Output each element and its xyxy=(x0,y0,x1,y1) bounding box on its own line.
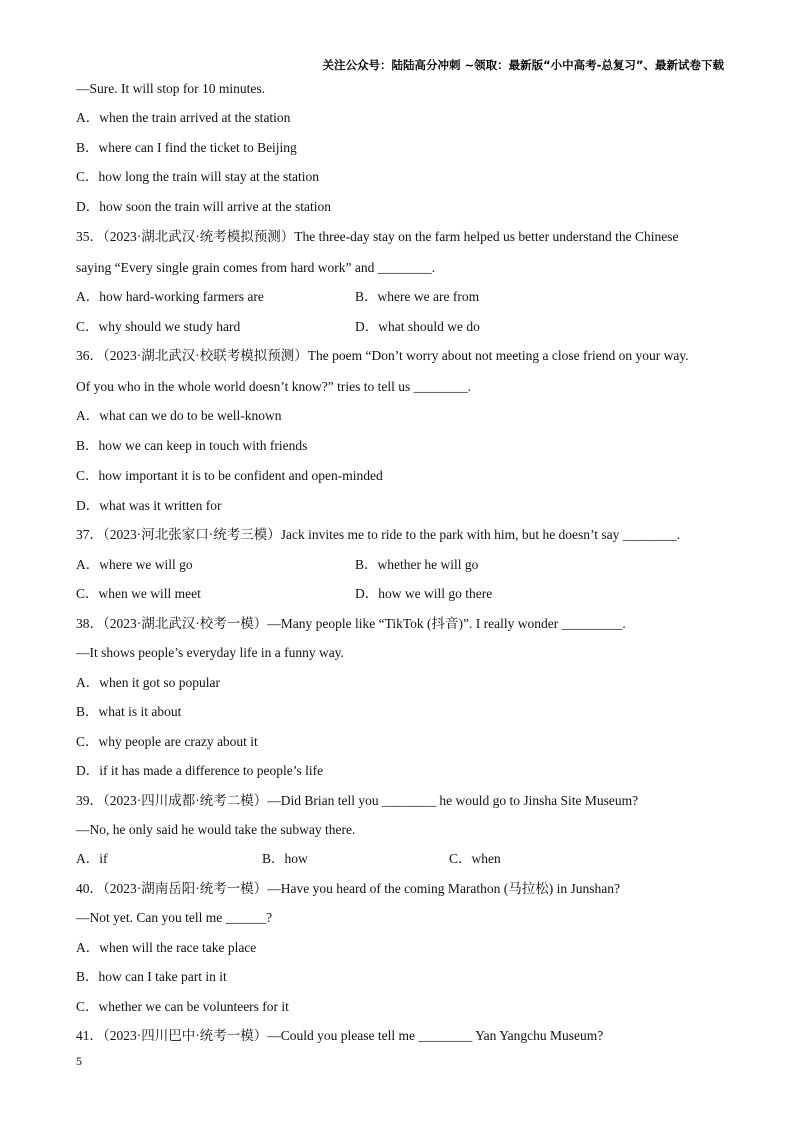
q35-stem-line2: saying “Every single grain comes from hard work” and ________. xyxy=(76,260,436,275)
q36-option-c: C．how important it is to be confident and open-minded xyxy=(76,468,383,483)
q35-stem-line1: 35．（2023·湖北武汉·统考模拟预测）The three-day stay on the farm helped us better understand the Chinese xyxy=(76,229,679,244)
q39-stem-line2: —No, he only said he would take the subway there. xyxy=(76,822,356,837)
q36-option-d: D．what was it written for xyxy=(76,498,222,513)
q41-stem-line1: 41．（2023·四川巴中·统考一模）—Could you please tell me ________ Yan Yangchu Museum? xyxy=(76,1028,604,1043)
q40-stem-line1: 40．（2023·湖南岳阳·统考一模）—Have you heard of the coming Marathon (马拉松) in Junshan? xyxy=(76,881,621,896)
q38-option-d: D．if it has made a difference to people’s life xyxy=(76,763,324,778)
q39-option-c: C．when xyxy=(449,851,501,866)
q36-option-a: A．what can we do to be well-known xyxy=(76,408,282,423)
q40-option-a: A．when will the race take place xyxy=(76,940,257,955)
q36-option-b: B．how we can keep in touch with friends xyxy=(76,438,308,453)
q40-option-c: C．whether we can be volunteers for it xyxy=(76,999,289,1014)
q35-option-d: D．what should we do xyxy=(355,319,480,334)
q37-option-d: D．how we will go there xyxy=(355,586,493,601)
q39-stem-line1: 39．（2023·四川成都·统考二模）—Did Brian tell you ________ he would go to Jinsha Site Museum? xyxy=(76,793,639,808)
q34-option-b: B．where can I find the ticket to Beijing xyxy=(76,140,297,155)
q38-stem-line2: —It shows people’s everyday life in a funny way. xyxy=(76,645,344,660)
q37-option-a: A．where we will go xyxy=(76,557,193,572)
q36-stem-line1: 36．（2023·湖北武汉·校联考模拟预测）The poem “Don’t worry about not meeting a close friend on your way. xyxy=(76,348,689,363)
page-header: 关注公众号：陆陆高分冲刺 ~领取：最新版“小中高考-总复习”、最新试卷下载 xyxy=(322,58,724,72)
q38-option-b: B．what is it about xyxy=(76,704,182,719)
q34-option-a: A．when the train arrived at the station xyxy=(76,110,291,125)
q35-option-a: A．how hard-working farmers are xyxy=(76,289,264,304)
q35-option-c: C．why should we study hard xyxy=(76,319,241,334)
q39-option-a: A．if xyxy=(76,851,108,866)
q34-option-c: C．how long the train will stay at the station xyxy=(76,169,319,184)
q37-option-c: C．when we will meet xyxy=(76,586,201,601)
q40-stem-line2: —Not yet. Can you tell me ______? xyxy=(76,910,273,925)
q38-option-a: A．when it got so popular xyxy=(76,675,220,690)
q38-stem-line1: 38．（2023·湖北武汉·校考一模）—Many people like “TikTok (抖音)”. I really wonder _________. xyxy=(76,616,626,631)
q39-option-b: B．how xyxy=(262,851,308,866)
q36-stem-line2: Of you who in the whole world doesn’t know?” tries to tell us ________. xyxy=(76,379,471,394)
q34-answer-line: —Sure. It will stop for 10 minutes. xyxy=(76,81,265,96)
page-number: 5 xyxy=(76,1054,82,1068)
q35-option-b: B．where we are from xyxy=(355,289,480,304)
q40-option-b: B．how can I take part in it xyxy=(76,969,227,984)
q37-option-b: B．whether he will go xyxy=(355,557,479,572)
q34-option-d: D．how soon the train will arrive at the station xyxy=(76,199,331,214)
q37-stem-line1: 37．（2023·河北张家口·统考三模）Jack invites me to ride to the park with him, but he doesn’t say ________. xyxy=(76,527,681,542)
q38-option-c: C．why people are crazy about it xyxy=(76,734,258,749)
